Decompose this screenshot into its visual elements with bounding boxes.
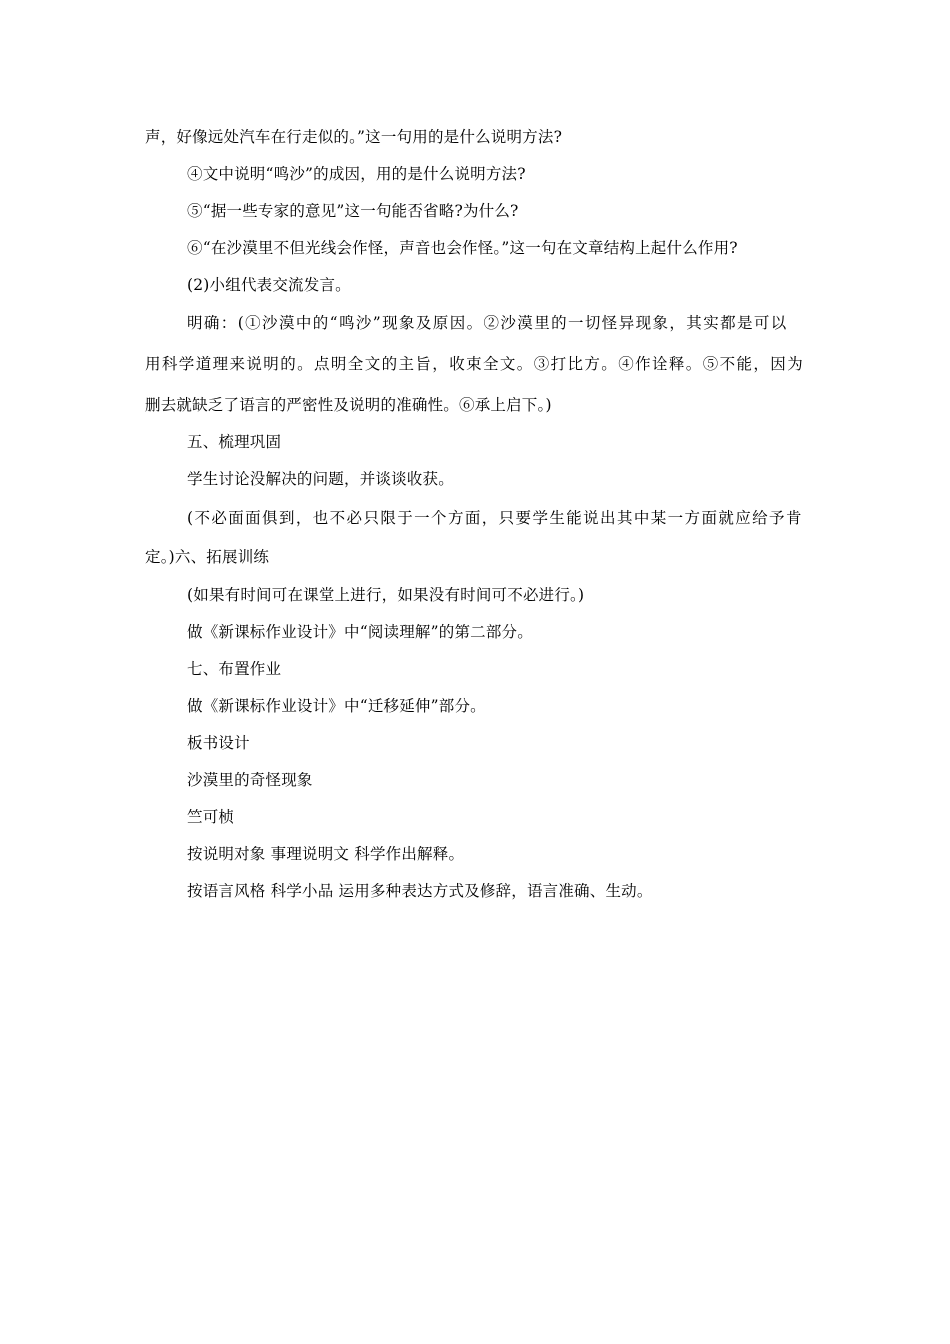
text-line: (不必面面俱到，也不必只限于一个方面，只要学生能说出其中某一方面就应给予肯 xyxy=(187,509,803,527)
text-line: 用科学道理来说明的。点明全文的主旨，收束全文。③打比方。④作诠释。⑤不能，因为 xyxy=(145,355,805,373)
text-line: (2)小组代表交流发言。 xyxy=(187,276,351,294)
text-line: 板书设计 xyxy=(187,734,250,752)
text-line: ⑥“在沙漠里不但光线会作怪，声音也会作怪。”这一句在文章结构上起什么作用? xyxy=(187,239,738,257)
text-line: 学生讨论没解决的问题，并谈谈收获。 xyxy=(187,470,454,488)
text-line: 按说明对象 事理说明文 科学作出解释。 xyxy=(187,845,465,863)
text-line: 明确：(①沙漠中的“鸣沙”现象及原因。②沙漠里的一切怪异现象，其实都是可以 xyxy=(187,314,788,332)
text-line: 沙漠里的奇怪现象 xyxy=(187,771,313,789)
text-line: ④文中说明“鸣沙”的成因，用的是什么说明方法? xyxy=(187,165,526,183)
text-line: (如果有时间可在课堂上进行，如果没有时间可不必进行。) xyxy=(187,586,585,604)
text-line: 声，好像远处汽车在行走似的。”这一句用的是什么说明方法? xyxy=(145,128,563,146)
text-line: ⑤“据一些专家的意见”这一句能否省略?为什么? xyxy=(187,202,519,220)
text-line: 做《新课标作业设计》中“阅读理解”的第二部分。 xyxy=(187,623,533,641)
text-line: 按语言风格 科学小品 运用多种表达方式及修辞，语言准确、生动。 xyxy=(187,882,653,900)
text-line: 做《新课标作业设计》中“迁移延伸”部分。 xyxy=(187,697,486,715)
text-line: 竺可桢 xyxy=(187,808,235,826)
section-heading: 五、梳理巩固 xyxy=(187,433,282,451)
text-line: 删去就缺乏了语言的严密性及说明的准确性。⑥承上启下。) xyxy=(145,396,552,414)
section-heading: 七、布置作业 xyxy=(187,660,282,678)
text-line: 定。)六、拓展训练 xyxy=(145,548,270,566)
